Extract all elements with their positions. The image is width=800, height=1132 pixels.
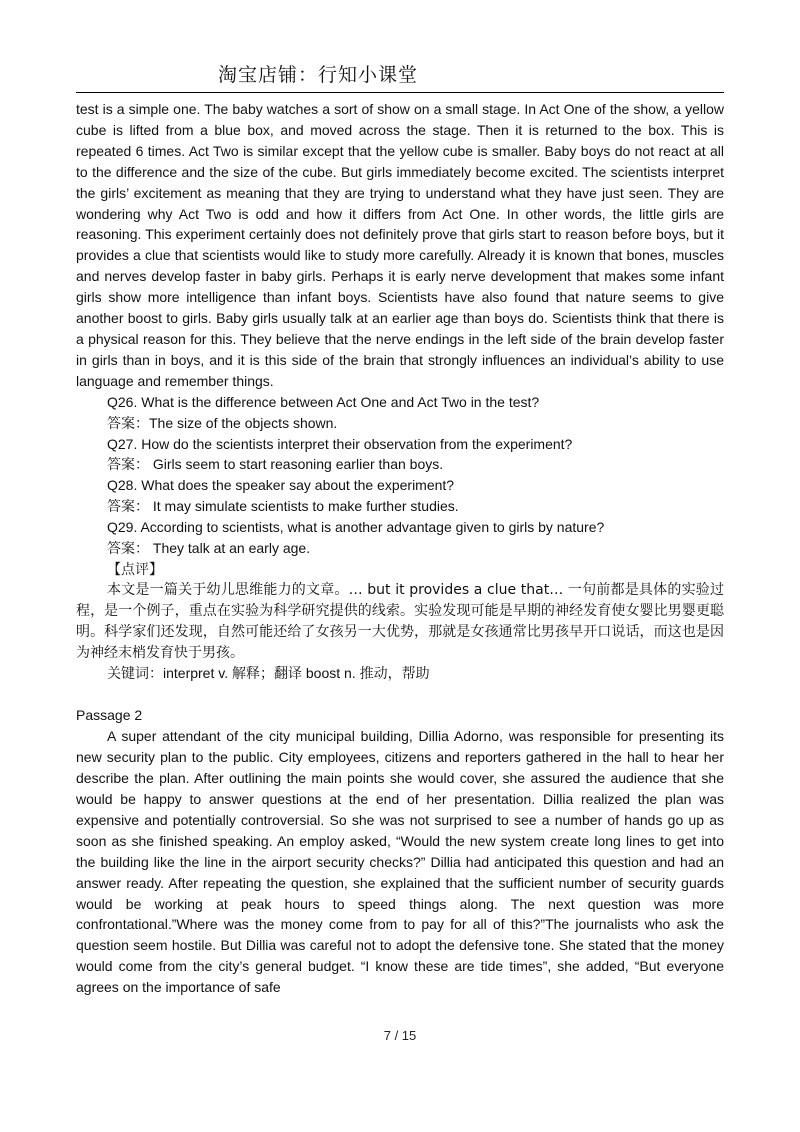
review-text: 本文是一篇关于幼儿思维能力的文章。… but it provides a clue that… 一句前都是具体的实验过程，是一个例子，重点在实验为科学研究提供的线索。实验发现可能是早期的神经发育使女婴比男婴更聪明。科学家们还发现，自然可能还给了女孩另一大优势，那就是女孩通常比男孩早开口说话，而这也是因为神经末梢发育快于男孩。 [76,581,724,661]
header-title: 淘宝店铺：行知小课堂 [218,64,419,86]
passage-1-text: test is a simple one. The baby watches a sort of show on a small stage. In Act One of the show, a yellow cube is lifted from a blue box, and moved across the stage. Then it is returned to the box. This is repeated 6 times. Act Two is similar except that the yellow cube is smaller. Baby boys do not react at all to the difference and the size of the cube. But girls immediately become excited. The scientists interpret the girls’ excitement as meaning that they are trying to understand what they have just seen. They are wondering why Act Two is odd and how it differs from Act One. In other words, the little girls are reasoning. This experiment certainly does not definitely prove that girls start to reason before boys, but it provides a clue that scientists would like to study more carefully. Already it is known that bones, muscles and nerves develop faster in baby girls. Perhaps it is early nerve development that makes some infant girls show more intelligence than infant boys. Scientists have also found that nature seems to give another boost to girls. Baby girls usually talk at an earlier age than boys do. Scientists think that there is a physical reason for this. They believe that the nerve endings in the left side of the brain develop faster in girls than in boys, and it is this side of the brain that strongly influences an individual’s ability to use language and remember things. [76,101,724,389]
passage-2-text: A super attendant of the city municipal building, Dillia Adorno, was responsible for presenting its new security plan to the public. City employees, citizens and reporters gathered in the hall to hear her describe the plan. After outlining the main points she would cover, she assured the audience that she would be happy to answer questions at the end of her presentation. Dillia realized the plan was expensive and potentially controversial. So she was not surprised to see a number of hands go up as soon as she finished speaking. An employ asked, “Would the new system create long lines to get into the building like the line in the airport security checks?” Dillia had anticipated this question and had an answer ready. After repeating the question, she explained that the sufficient number of security guards would be working at peak hours to speed things along. The next question was more confrontational.”Where was the money come from to pay for all of this?”The journalists who ask the question seem hostile. But Dillia was careful not to adopt the defensive tone. She stated that the money would come from the city’s general budget. “I know these are tide times”, she added, “But everyone agrees on the importance of safe [76,728,724,996]
answer-28: 答案： It may simulate scientists to make further studies. [107,498,459,515]
review-label: 【点评】 [107,560,163,577]
page-header [76,52,724,93]
section-gap [76,684,724,705]
question-28: Q28. What does the speaker say about the experiment? [107,477,455,494]
question-29: Q29. According to scientists, what is another advantage given to girls by nature? [107,519,605,536]
answer-26: 答案：The size of the objects shown. [107,414,338,431]
passage-2-title: Passage 2 [76,707,143,724]
document-body [76,99,724,998]
keywords: 关键词：interpret v. 解释；翻译 boost n. 推动，帮助 [107,665,430,682]
question-27: Q27. How do the scientists interpret their observation from the experiment? [107,435,573,452]
question-26: Q26. What is the difference between Act One and Act Two in the test? [107,393,540,410]
answer-27: 答案： Girls seem to start reasoning earlier than boys. [107,456,444,473]
answer-29: 答案： They talk at an early age. [107,540,311,557]
page-number: 7 / 15 [383,1028,417,1043]
